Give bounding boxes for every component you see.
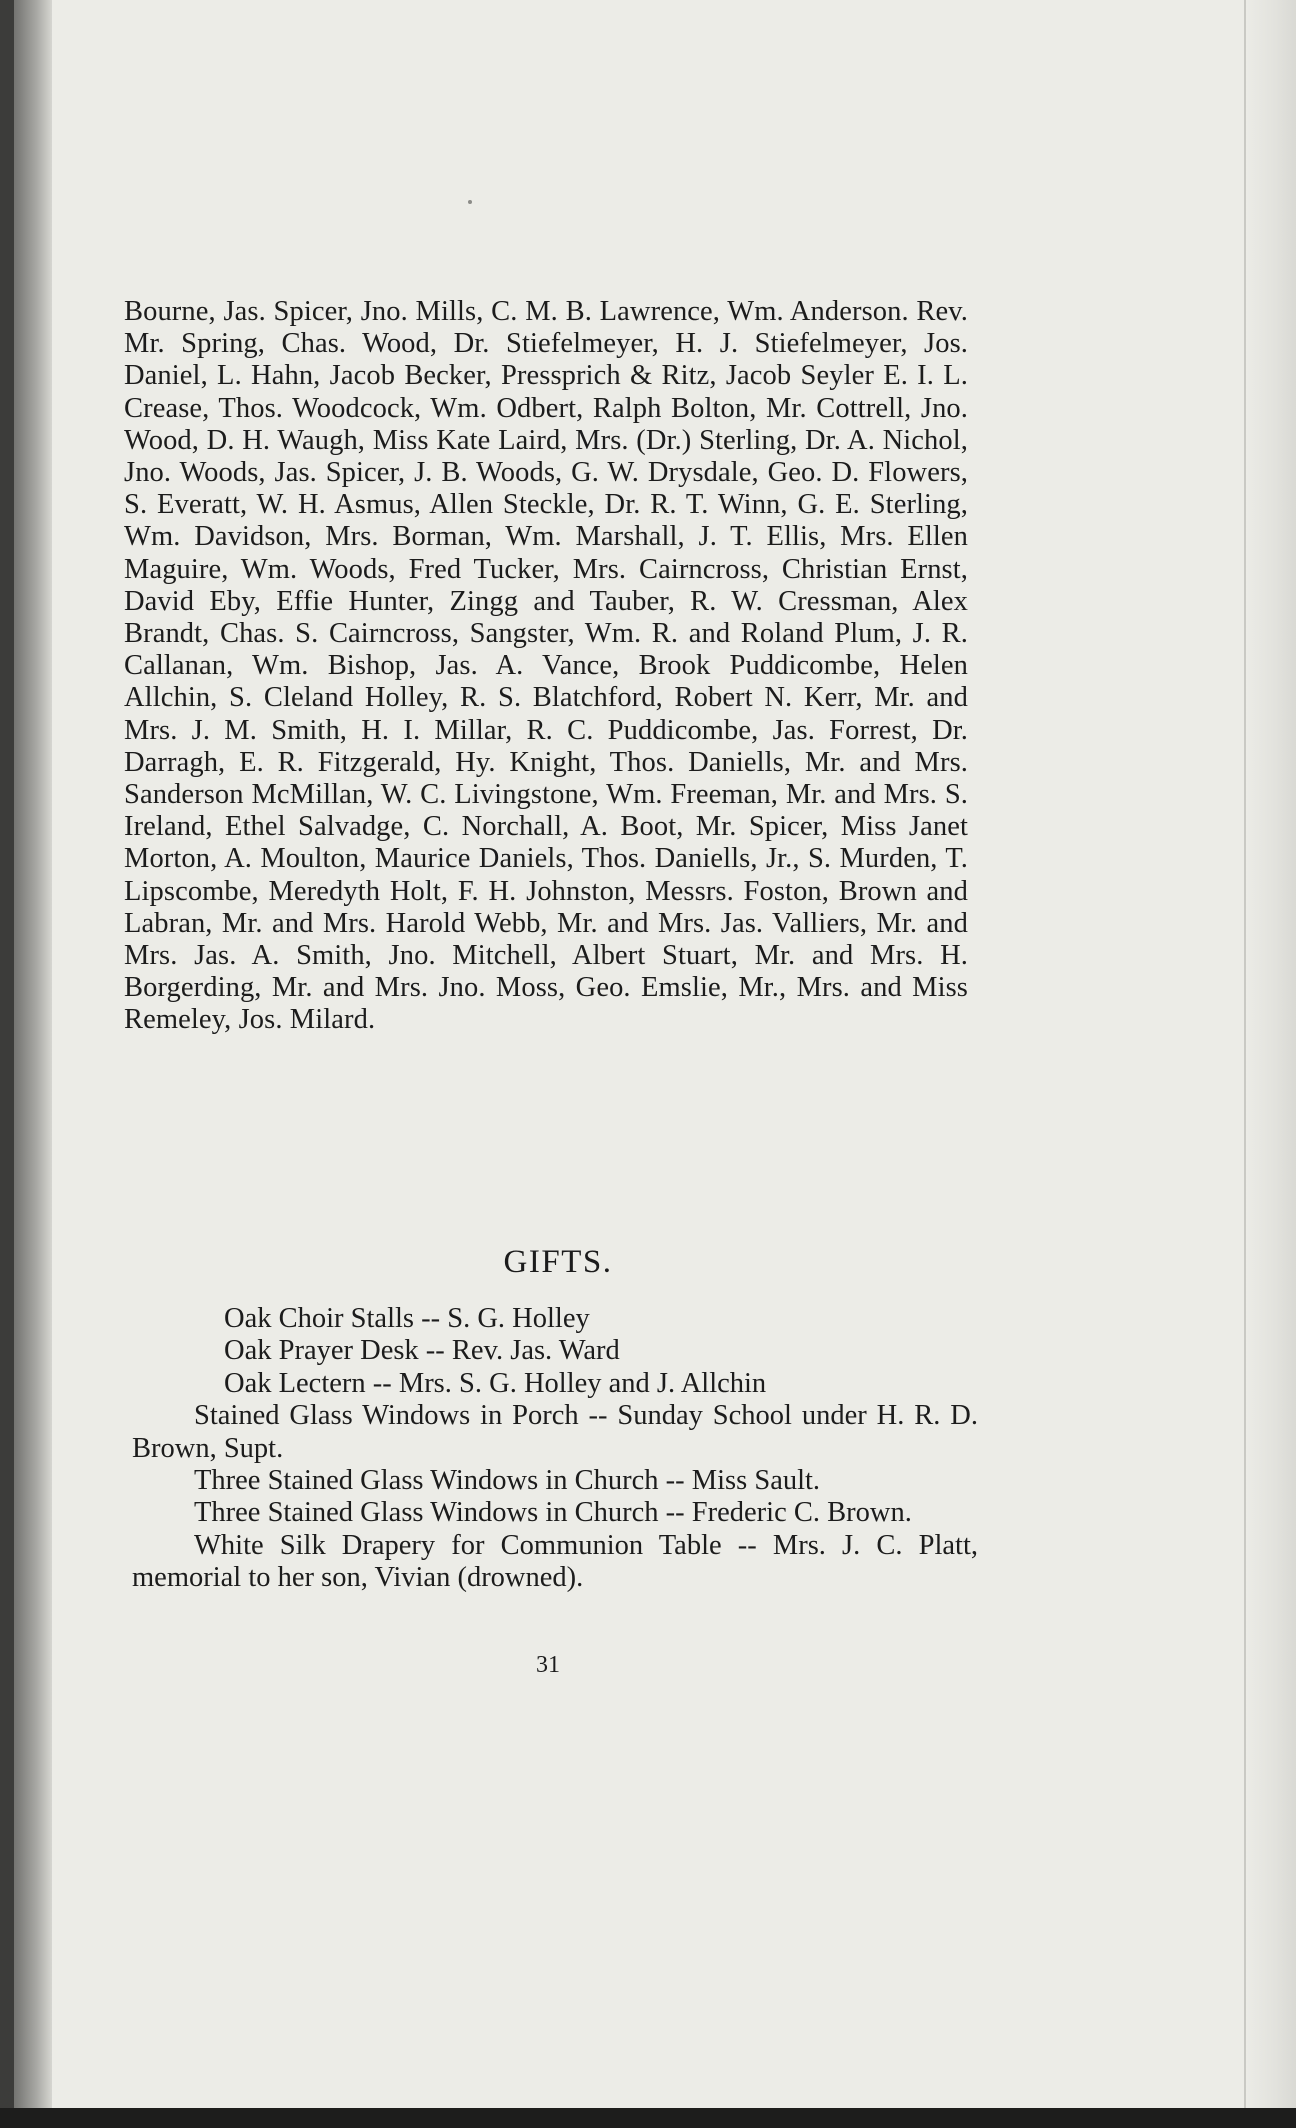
page-edge-line xyxy=(1244,0,1246,2128)
gift-item-porch-windows: Stained Glass Windows in Porch -- Sunday School under H. R. D. Brown, Supt. xyxy=(132,1400,978,1464)
donor-names-paragraph: Bourne, Jas. Spicer, Jno. Mills, C. M. B. Lawrence, Wm. Anderson. Rev. Mr. Spring, Chas. Wood, Dr. Stiefelmeyer, H. J. Stiefelmeyer, Jos. Daniel, L. Hahn, Jacob Becker, Pressprich & Ritz, Jacob Seyler E. I. L. Crease, Thos. Woodcock, Wm. Odbert, Ralph Bolton, Mr. Cottrell, Jno. Wood, D. H. Waugh, Miss Kate Laird, Mrs. (Dr.) Sterling, Dr. A. Nichol, Jno. Woods, Jas. Spicer, J. B. Woods, G. W. Drysdale, Geo. D. Flowers, S. Everatt, W. H. Asmus, Allen Steckle, Dr. R. T. Winn, G. E. Sterling, Wm. Davidson, Mrs. Borman, Wm. Marshall, J. T. Ellis, Mrs. Ellen Maguire, Wm. Woods, Fred Tucker, Mrs. Cairncross, Christian Ernst, David Eby, Effie Hunter, Zingg and Tauber, R. W. Cressman, Alex Brandt, Chas. S. Cairncross, Sangster, Wm. R. and Roland Plum, J. R. Callanan, Wm. Bishop, Jas. A. Vance, Brook Puddicombe, Helen Allchin, S. Cleland Holley, R. S. Blatchford, Robert N. Kerr, Mr. and Mrs. J. M. Smith, H. I. Millar, R. C. Puddicombe, Jas. Forrest, Dr. Darragh, E. R. Fitzgerald, Hy. Knight, Thos. Daniells, Mr. and Mrs. Sanderson McMillan, W. C. Livingstone, Wm. Freeman, Mr. and Mrs. S. Ireland, Ethel Salvadge, C. Norchall, A. Boot, Mr. Spicer, Miss Janet Morton, A. Moulton, Maurice Daniels, Thos. Daniells, Jr., S. Murden, T. Lipscombe, Meredyth Holt, F. H. Johnston, Messrs. Foston, Brown and Labran, Mr. and Mrs. Harold Webb, Mr. and Mrs. Jas. Valliers, Mr. and Mrs. Jas. A. Smith, Jno. Mitchell, Albert Stuart, Mr. and Mrs. H. Borgerding, Mr. and Mrs. Jno. Moss, Geo. Emslie, Mr., Mrs. and Miss Remeley, Jos. Milard. xyxy=(124,296,968,1036)
gift-item-church-windows-brown: Three Stained Glass Windows in Church -- Frederic C. Brown. xyxy=(194,1497,912,1529)
gift-item-choir-stalls: Oak Choir Stalls -- S. G. Holley xyxy=(224,1303,590,1334)
binding-edge xyxy=(0,0,14,2128)
page-number: 31 xyxy=(536,1652,560,1678)
gift-item-prayer-desk: Oak Prayer Desk -- Rev. Jas. Ward xyxy=(224,1335,620,1367)
gift-item-communion-drapery: White Silk Drapery for Communion Table -- Mrs. J. C. Platt, memorial to her son, Vivian (drowned). xyxy=(132,1529,978,1594)
gift-item-church-windows-sault: Three Stained Glass Windows in Church -- Miss Sault. xyxy=(194,1465,821,1497)
gifts-list xyxy=(132,1303,978,1595)
gifts-heading: GIFTS. xyxy=(503,1244,613,1280)
scan-bottom-edge xyxy=(0,2108,1296,2128)
gift-item-lectern: Oak Lectern -- Mrs. S. G. Holley and J. Allchin xyxy=(224,1367,767,1399)
paper-speck xyxy=(468,200,472,204)
page-right-margin xyxy=(1244,0,1296,2128)
